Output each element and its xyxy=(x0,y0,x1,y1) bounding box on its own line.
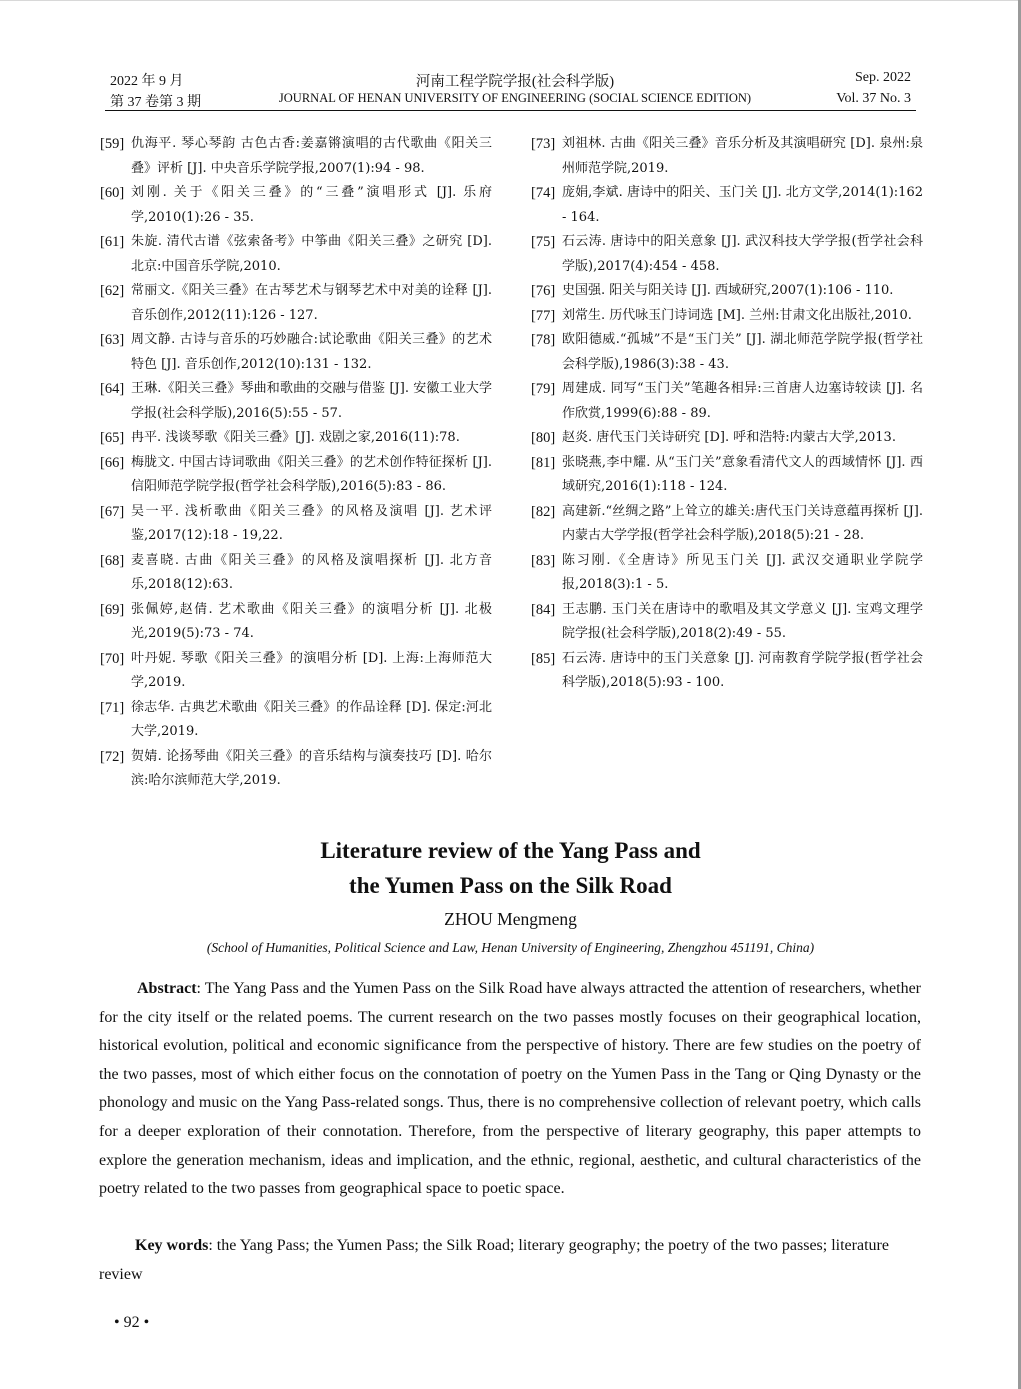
reference-text: 陈习刚.《全唐诗》所见玉门关 [J]. 武汉交通职业学院学报,2018(3):1 - 5. xyxy=(562,552,923,592)
reference-text: 周文静. 古诗与音乐的巧妙融合:试论歌曲《阳关三叠》的艺术特色 [J]. 音乐创作,2012(10):131 - 132. xyxy=(131,332,492,372)
reference-text: 石云涛. 唐诗中的玉门关意象 [J]. 河南教育学院学报(哲学社会科学版),2018(5):93 - 100. xyxy=(562,650,923,690)
header-date-en: Sep. 2022 xyxy=(855,70,911,85)
references-left-column xyxy=(100,132,492,794)
reference-number: [61] xyxy=(100,234,125,250)
reference-number: [80] xyxy=(531,430,556,446)
reference-number: [72] xyxy=(100,748,125,765)
header-journal-cn: 河南工程学院学报(社会科学版) xyxy=(415,74,615,90)
reference-text: 张佩婷,赵倩. 艺术歌曲《阳关三叠》的演唱分析 [J]. 北极光,2019(5):73 - 74. xyxy=(131,601,492,641)
reference-text: 王琳.《阳关三叠》琴曲和歌曲的交融与借鉴 [J]. 安徽工业大学学报(社会科学版),2016(5):55 - 57. xyxy=(131,381,492,421)
reference-item xyxy=(100,647,492,696)
reference-number: [73] xyxy=(531,136,556,152)
reference-number: [75] xyxy=(531,234,556,250)
reference-item xyxy=(100,500,492,549)
reference-number: [69] xyxy=(100,601,125,618)
reference-number: [84] xyxy=(531,601,556,618)
reference-number: [79] xyxy=(531,381,556,397)
reference-number: [83] xyxy=(531,552,556,569)
reference-item xyxy=(531,377,923,426)
reference-text: 麦喜晓. 古曲《阳关三叠》的风格及演唱探析 [J]. 北方音乐,2018(12):63. xyxy=(131,552,492,592)
article-affiliation: (School of Humanities, Political Science and Law, Henan University of Engineering, Zhengzhou 451191, China) xyxy=(206,940,815,955)
reference-number: [76] xyxy=(531,283,556,299)
reference-item xyxy=(531,132,923,181)
reference-text: 史国强. 阳关与阳关诗 [J]. 西域研究,2007(1):106 - 110. xyxy=(562,283,894,298)
reference-text: 周建成. 同写“玉门关”笔趣各相异:三首唐人边塞诗较读 [J]. 名作欣赏,1999(6):88 - 89. xyxy=(562,381,923,421)
article-title-line-2: the Yumen Pass on the Silk Road xyxy=(349,873,672,898)
reference-number: [85] xyxy=(531,650,556,667)
page-border-top xyxy=(0,0,1021,1)
reference-text: 朱旋. 清代古谱《弦索备考》中筝曲《阳关三叠》之研究 [D]. 北京:中国音乐学院,2010. xyxy=(131,234,492,274)
reference-number: [77] xyxy=(531,307,556,324)
abstract-paragraph xyxy=(99,975,921,1204)
reference-item xyxy=(100,696,492,745)
page-number: • 92 • xyxy=(114,1314,150,1331)
reference-number: [74] xyxy=(531,185,556,201)
reference-text: 梅胧文. 中国古诗词歌曲《阳关三叠》的艺术创作特征探析 [J]. 信阳师范学院学报(哲学社会科学版),2016(5):83 - 86. xyxy=(131,454,492,494)
reference-text: 高建新.“丝绸之路”上耸立的雄关:唐代玉门关诗意蕴再探析 [J]. 内蒙古大学学报(哲学社会科学版),2018(5):21 - 28. xyxy=(562,503,923,543)
reference-text: 徐志华. 古典艺术歌曲《阳关三叠》的作品诠释 [D]. 保定:河北大学,2019. xyxy=(131,699,492,739)
reference-number: [66] xyxy=(100,454,125,471)
reference-text: 常丽文.《阳关三叠》在古琴艺术与钢琴艺术中对美的诠释 [J]. 音乐创作,2012(11):126 - 127. xyxy=(131,283,492,323)
article-author: ZHOU Mengmeng xyxy=(444,909,577,929)
reference-number: [63] xyxy=(100,332,125,348)
reference-item xyxy=(531,549,923,598)
reference-item xyxy=(531,598,923,647)
article-title-line-1: Literature review of the Yang Pass and xyxy=(320,838,701,863)
reference-text: 叶丹妮. 琴歌《阳关三叠》的演唱分析 [D]. 上海:上海师范大学,2019. xyxy=(131,650,492,690)
reference-number: [64] xyxy=(100,381,125,397)
reference-text: 王志鹏. 玉门关在唐诗中的歌唱及其文学意义 [J]. 宝鸡文理学院学报(社会科学版),2018(2):49 - 55. xyxy=(562,601,923,641)
reference-item xyxy=(531,304,923,329)
reference-item xyxy=(100,451,492,500)
reference-number: [82] xyxy=(531,503,556,520)
header-volume-en: Vol. 37 No. 3 xyxy=(836,91,911,106)
reference-item xyxy=(100,181,492,230)
reference-text: 石云涛. 唐诗中的阳关意象 [J]. 武汉科技大学学报(哲学社会科学版),2017(4):454 - 458. xyxy=(562,234,923,274)
reference-text: 张晓燕,李中耀. 从“玉门关”意象看清代文人的西域情怀 [J]. 西域研究,2016(1):118 - 124. xyxy=(562,454,923,494)
reference-text: 吴一平. 浅析歌曲《阳关三叠》的风格及演唱 [J]. 艺术评鉴,2017(12):18 - 19,22. xyxy=(131,503,492,543)
abstract-label: Abstract xyxy=(137,980,197,997)
reference-number: [68] xyxy=(100,552,125,569)
reference-item xyxy=(531,181,923,230)
header-date-cn: 2022 年 9 月 xyxy=(110,74,184,89)
reference-item xyxy=(531,230,923,279)
reference-text: 庞娟,李斌. 唐诗中的阳关、玉门关 [J]. 北方文学,2014(1):162 - 164. xyxy=(562,185,923,225)
reference-number: [67] xyxy=(100,503,125,520)
reference-number: [62] xyxy=(100,283,125,299)
reference-item xyxy=(531,426,923,451)
reference-item xyxy=(531,328,923,377)
reference-item xyxy=(100,132,492,181)
reference-number: [59] xyxy=(100,136,125,152)
reference-number: [78] xyxy=(531,332,556,348)
reference-item xyxy=(531,500,923,549)
reference-item xyxy=(100,328,492,377)
reference-item xyxy=(100,549,492,598)
reference-item xyxy=(100,377,492,426)
reference-number: [71] xyxy=(100,699,125,716)
reference-text: 刘常生. 历代咏玉门诗词选 [M]. 兰州:甘肃文化出版社,2010. xyxy=(562,307,912,323)
reference-text: 刘祖林. 古曲《阳关三叠》音乐分析及其演唱研究 [D]. 泉州:泉州师范学院,2019. xyxy=(562,136,923,176)
header-volume-cn: 第 37 卷第 3 期 xyxy=(110,95,201,110)
reference-text: 贺婧. 论扬琴曲《阳关三叠》的音乐结构与演奏技巧 [D]. 哈尔滨:哈尔滨师范大学,2019. xyxy=(131,748,492,788)
reference-number: [60] xyxy=(100,185,125,201)
reference-item xyxy=(100,598,492,647)
reference-number: [65] xyxy=(100,430,125,446)
reference-item xyxy=(100,745,492,794)
reference-item xyxy=(100,230,492,279)
reference-number: [81] xyxy=(531,454,556,471)
header-journal-en: JOURNAL OF HENAN UNIVERSITY OF ENGINEERING (SOCIAL SCIENCE EDITION) xyxy=(278,91,752,105)
abstract-text: : The Yang Pass and the Yumen Pass on the Silk Road have always attracted the attention of researchers, whether for the city itself or the related poems. The current research on the two passes mostly focuses on their geographical location, historical evolution, political and economic significance from the perspective of history. There are few studies on the poetry of the two passes, most of which either focus on the connotation of poetry on the Yumen Pass in the Tang or Qing Dynasty or the phonology and music on the Yang Pass-related songs. Thus, there is no comprehensive collection of relevant poetry, which calls for a deeper exploration of their connotation. Therefore, from the perspective of literary geography, this paper attempts to explore the generation mechanism, ideas and implication, and the ethnic, regional, aesthetic, and cultural characteristics of the poetry related to the two passes from geographical space to poetic space. xyxy=(99,980,921,1198)
reference-number: [70] xyxy=(100,650,125,667)
references-right-column xyxy=(531,132,923,696)
reference-item xyxy=(100,279,492,328)
reference-text: 欧阳德威.“孤城”不是“玉门关” [J]. 湖北师范学院学报(哲学社会科学版),1986(3):38 - 43. xyxy=(562,332,923,372)
keywords-label: Key words xyxy=(135,1237,209,1254)
reference-item xyxy=(531,451,923,500)
keywords-paragraph xyxy=(99,1232,921,1289)
reference-text: 赵炎. 唐代玉门关诗研究 [D]. 呼和浩特:内蒙古大学,2013. xyxy=(562,430,896,445)
reference-item xyxy=(100,426,492,451)
header-rule xyxy=(105,110,916,111)
reference-text: 刘刚. 关于《阳关三叠》的“三叠”演唱形式 [J]. 乐府学,2010(1):26 - 35. xyxy=(131,185,492,225)
keywords-text: : the Yang Pass; the Yumen Pass; the Silk Road; literary geography; the poetry of the two passes; literature review xyxy=(99,1237,889,1283)
reference-text: 冉平. 浅谈琴歌《阳关三叠》[J]. 戏剧之家,2016(11):78. xyxy=(131,430,460,445)
reference-item xyxy=(531,279,923,304)
reference-item xyxy=(531,647,923,696)
reference-text: 仇海平. 琴心琴韵 古色古香:姜嘉锵演唱的古代歌曲《阳关三叠》评析 [J]. 中央音乐学院学报,2007(1):94 - 98. xyxy=(131,136,492,176)
